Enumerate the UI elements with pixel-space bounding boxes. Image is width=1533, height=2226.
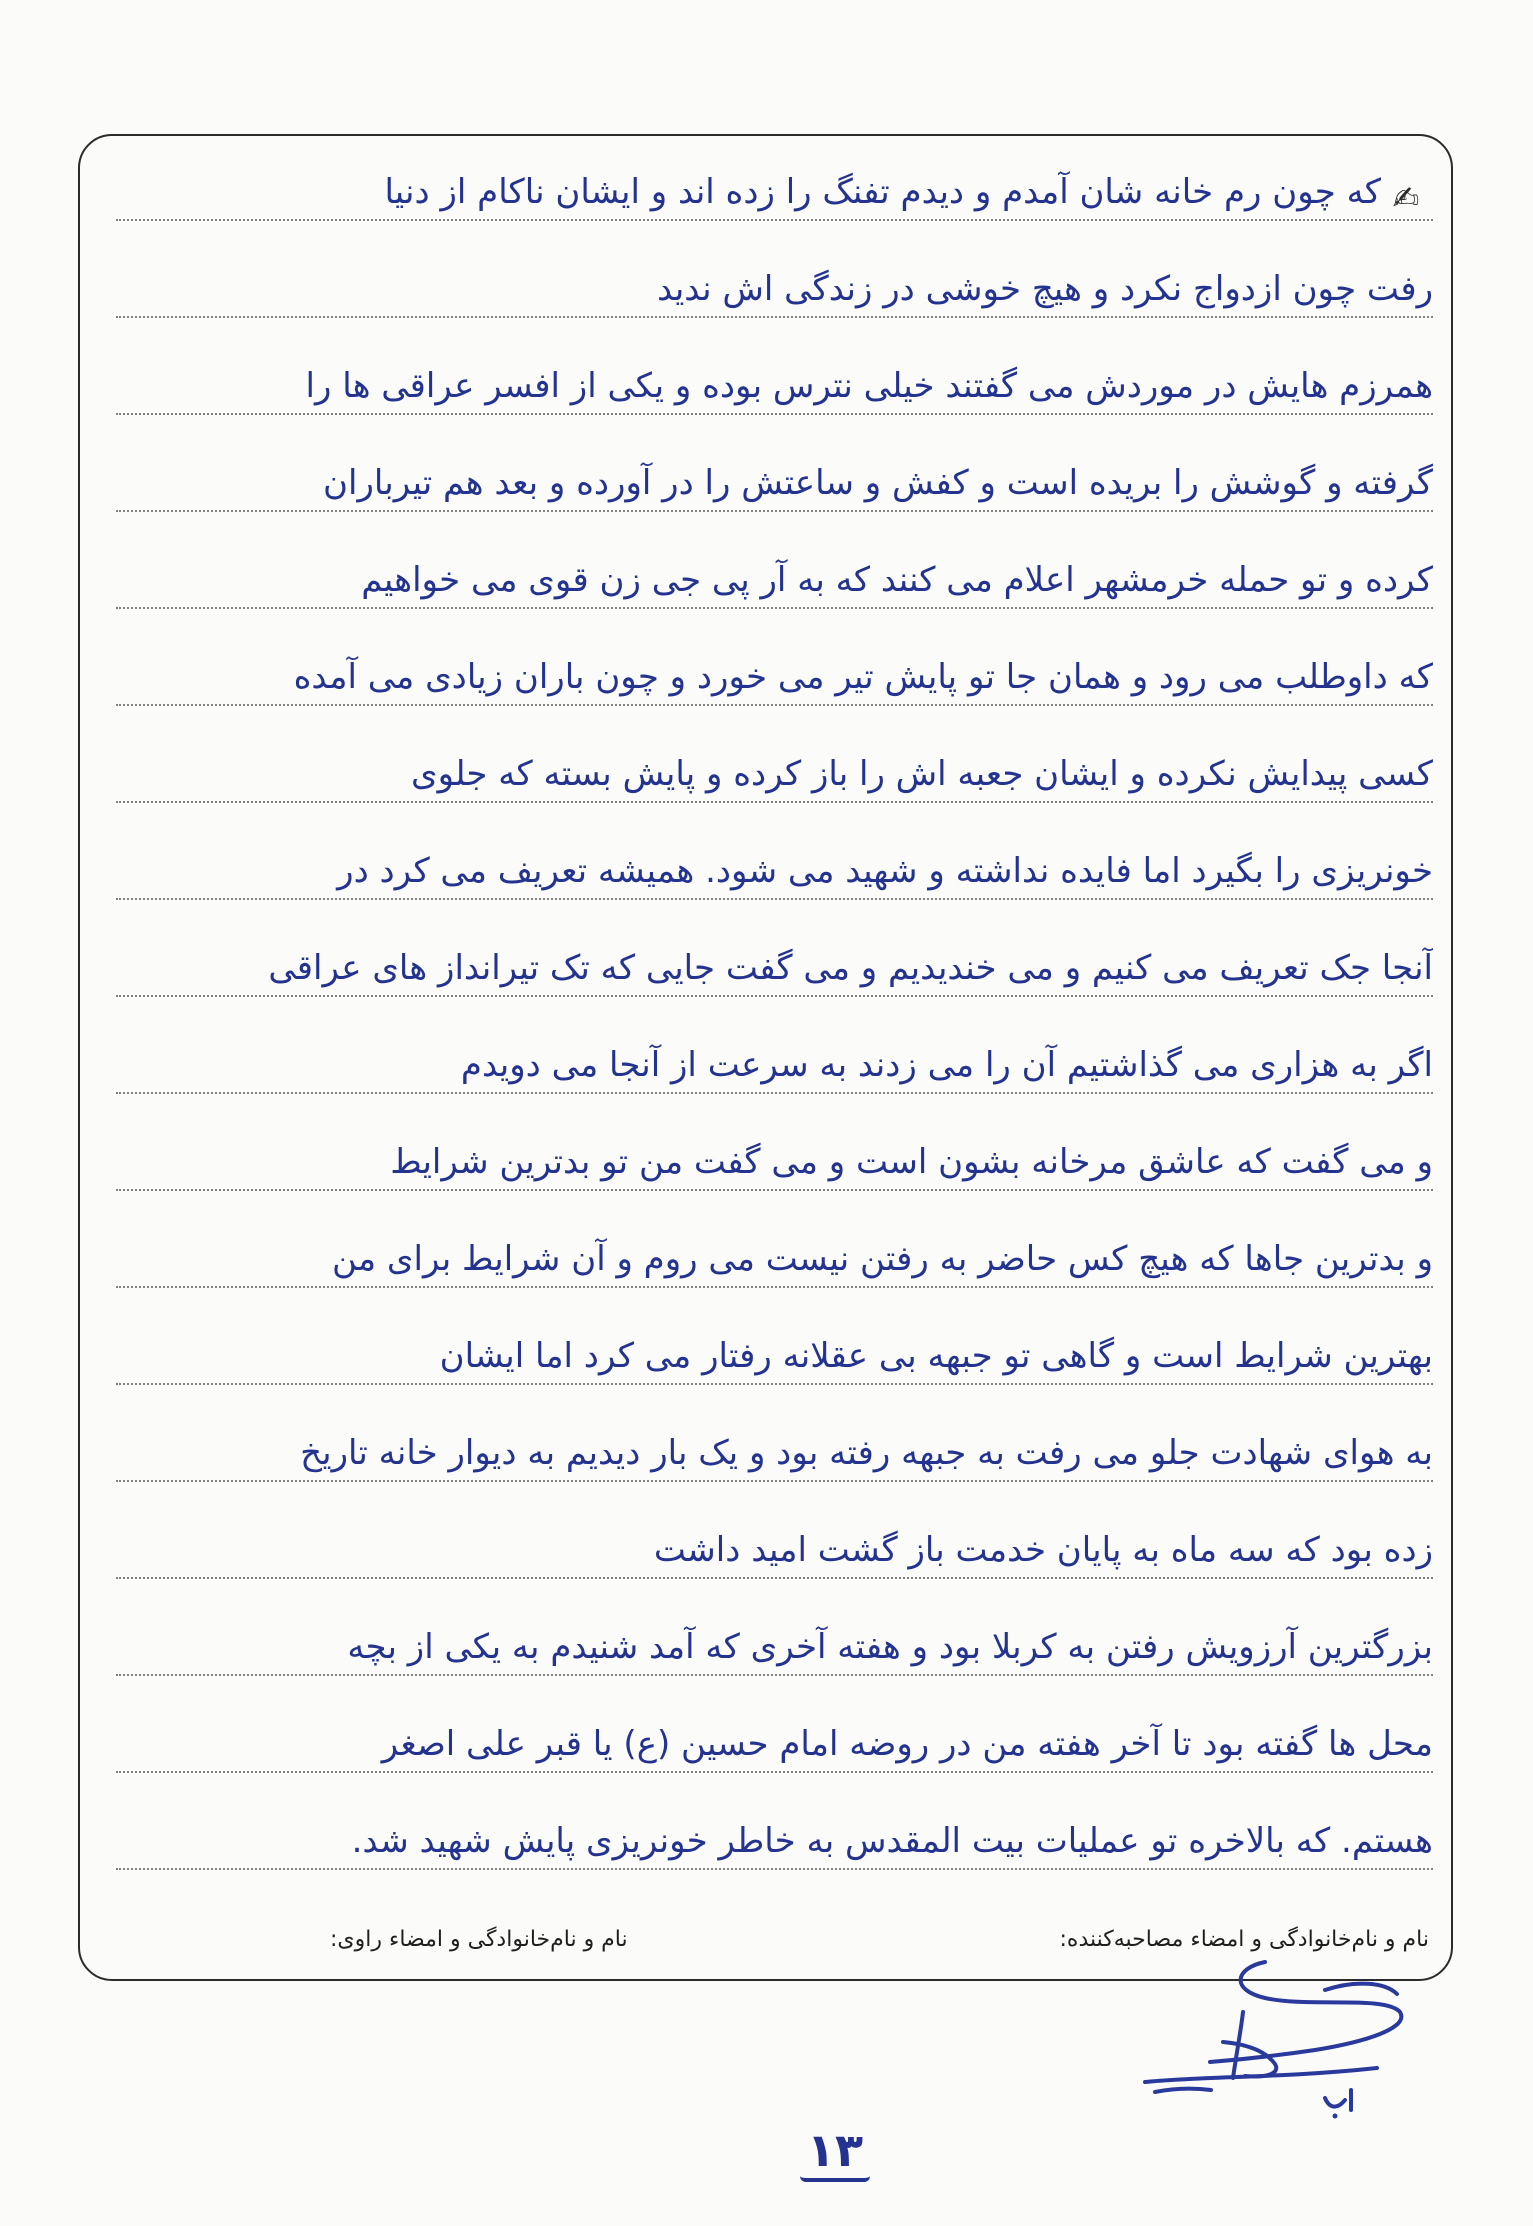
- form-line: [116, 1579, 1433, 1676]
- handwritten-lines: [116, 124, 1433, 1870]
- page-number: ۱۳: [800, 2122, 870, 2182]
- interview-form-box: [78, 134, 1453, 1981]
- form-line: [116, 997, 1433, 1094]
- narrator-signature-label: نام و نام‌خانوادگی و امضاء راوی:: [330, 1926, 628, 1952]
- handwritten-text-line: اگر به هزاری می گذاشتیم آن را می زدند به سرعت از آنجا می دویدم: [460, 1044, 1433, 1085]
- handwritten-text-line: گرفته و گوشش را بریده است و کفش و ساعتش را در آورده و بعد هم تیرباران: [323, 462, 1433, 503]
- handwritten-text-line: کسی پیدایش نکرده و ایشان جعبه اش را باز کرده و پایش بسته که جلوی: [411, 753, 1433, 794]
- handwritten-text-line: بهترین شرایط است و گاهی تو جبهه بی عقلانه رفتار می کرد اما ایشان: [439, 1335, 1433, 1376]
- form-line: [116, 221, 1433, 318]
- form-line: [116, 1385, 1433, 1482]
- form-line: [116, 1482, 1433, 1579]
- form-line: [116, 1094, 1433, 1191]
- handwritten-text-line: هستم. که بالاخره تو عملیات بیت المقدس به خاطر خونریزی پایش شهید شد.: [351, 1820, 1433, 1861]
- handwritten-text-line: که داوطلب می رود و همان جا تو پایش تیر می خورد و چون باران زیادی می آمده: [293, 656, 1433, 697]
- handwritten-text-line: رفت چون ازدواج نکرد و هیچ خوشی در زندگی اش ندید: [657, 268, 1433, 309]
- form-line: [116, 415, 1433, 512]
- handwritten-text-line: که چون رم خانه شان آمدم و دیدم تفنگ را زده اند و ایشان ناکام از دنیا: [384, 171, 1381, 212]
- handwritten-text-line: خونریزی را بگیرد اما فایده نداشته و شهید می شود. همیشه تعریف می کرد در: [337, 850, 1433, 891]
- handwritten-text-line: زده بود که سه ماه به پایان خدمت باز گشت امید داشت: [653, 1529, 1433, 1570]
- form-line: [116, 900, 1433, 997]
- form-line: [116, 706, 1433, 803]
- form-line: [116, 318, 1433, 415]
- form-line: [116, 1773, 1433, 1870]
- form-line: [116, 1288, 1433, 1385]
- writing-hand-icon: ✍: [1392, 179, 1420, 217]
- form-line: [116, 1676, 1433, 1773]
- handwritten-text-line: همرزم هایش در موردش می گفتند خیلی نترس بوده و یکی از افسر عراقی ها را: [305, 365, 1433, 406]
- form-line: [116, 803, 1433, 900]
- handwritten-text-line: محل ها گفته بود تا آخر هفته من در روضه امام حسین (ع) یا قبر علی اصغر: [381, 1723, 1433, 1764]
- form-line: [116, 609, 1433, 706]
- handwritten-text-line: کرده و تو حمله خرمشهر اعلام می کنند که به آر پی جی زن قوی می خواهیم: [361, 559, 1433, 600]
- handwritten-text-line: آنجا جک تعریف می کنیم و می خندیدیم و می گفت جایی که تک تیرانداز های عراقی: [268, 947, 1433, 988]
- form-line: [116, 124, 1433, 221]
- handwritten-text-line: و بدترین جاها که هیچ کس حاضر به رفتن نیست می روم و آن شرایط برای من: [332, 1238, 1433, 1279]
- form-line: [116, 512, 1433, 609]
- handwritten-text-line: به هوای شهادت جلو می رفت به جبهه رفته بود و یک بار دیدیم به دیوار خانه تاریخ: [300, 1432, 1433, 1473]
- interviewer-signature-label: نام و نام‌خانوادگی و امضاء مصاحبه‌کننده:: [1059, 1926, 1429, 1952]
- handwritten-text-line: بزرگترین آرزویش رفتن به کربلا بود و هفته آخری که آمد شنیدم به یکی از بچه: [347, 1626, 1433, 1667]
- interviewer-signature: [1115, 1950, 1415, 2120]
- handwritten-text-line: و می گفت که عاشق مرخانه بشون است و می گفت من تو بدترین شرایط: [390, 1141, 1433, 1182]
- form-line: [116, 1191, 1433, 1288]
